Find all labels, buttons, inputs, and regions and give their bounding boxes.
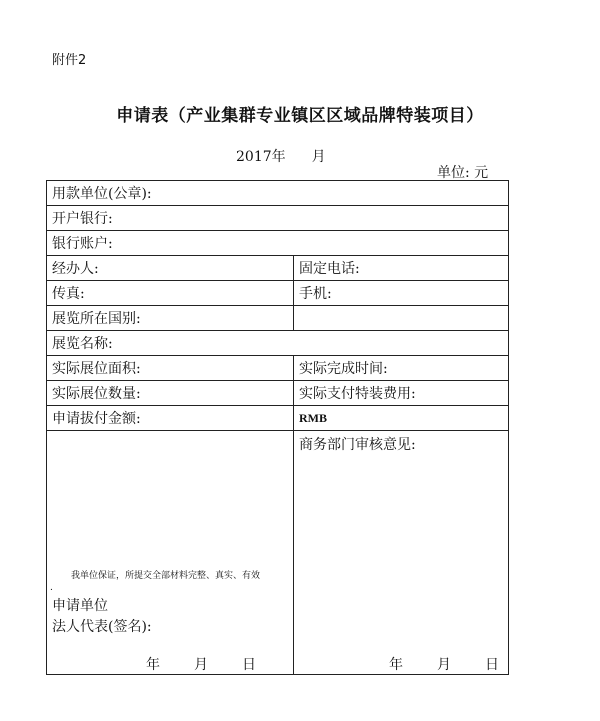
fixed-phone-field[interactable]: 固定电话:: [294, 256, 509, 281]
account-field[interactable]: 银行账户:: [47, 231, 509, 256]
applicant-label: 申请单位: [52, 598, 108, 614]
row-amount: [47, 406, 509, 431]
applicant-box[interactable]: [47, 431, 294, 675]
amount-field[interactable]: 申请拔付金额:: [47, 406, 294, 431]
legal-rep-label: 法人代表(签名):: [52, 619, 152, 635]
row-account: [47, 231, 509, 256]
unit-label: 单位: 元: [437, 165, 489, 181]
pledge-dot: .: [50, 583, 53, 593]
pledge-text: 我单位保证，所提交全部材料完整、真实、有效: [71, 571, 261, 581]
row-count: [47, 381, 509, 406]
commerce-opinion-label: 商务部门审核意见:: [299, 437, 416, 453]
commerce-month: 月: [437, 657, 451, 673]
bank-field[interactable]: 开户银行:: [47, 206, 509, 231]
actual-cost-field[interactable]: 实际支付特装费用:: [294, 381, 509, 406]
date-year: 2017年: [236, 149, 286, 165]
row-bank: [47, 206, 509, 231]
row-handler: [47, 256, 509, 281]
country-field[interactable]: 展览所在国别:: [47, 306, 294, 331]
applicant-year: 年: [146, 657, 160, 673]
applicant-month: 月: [194, 657, 208, 673]
currency-cell[interactable]: [294, 406, 509, 431]
attachment-label: 附件2: [52, 53, 87, 68]
booth-area-field[interactable]: 实际展位面积:: [47, 356, 294, 381]
applicant-date: [146, 654, 290, 674]
application-table: [46, 180, 509, 675]
applicant-day: 日: [242, 657, 256, 673]
row-fax: [47, 281, 509, 306]
date-month: 月: [311, 149, 326, 165]
row-country: [47, 306, 509, 331]
handler-field[interactable]: 经办人:: [47, 256, 294, 281]
fax-field[interactable]: 传真:: [47, 281, 294, 306]
commerce-year: 年: [389, 657, 403, 673]
commerce-day: 日: [485, 657, 499, 673]
row-area: [47, 356, 509, 381]
exhibition-name-field[interactable]: 展览名称:: [47, 331, 509, 356]
form-title: 申请表（产业集群专业镇区区域品牌特装项目）: [116, 106, 484, 126]
commerce-date: [389, 654, 509, 674]
row-signatures: [47, 431, 509, 675]
row-payee: [47, 181, 509, 206]
payee-field[interactable]: 用款单位(公章):: [47, 181, 509, 206]
form-date: [236, 146, 326, 166]
row-exhibition: [47, 331, 509, 356]
completion-time-field[interactable]: 实际完成时间:: [294, 356, 509, 381]
commerce-box[interactable]: [294, 431, 509, 675]
currency-label: RMB: [299, 411, 327, 425]
booth-count-field[interactable]: 实际展位数量:: [47, 381, 294, 406]
mobile-field[interactable]: 手机:: [294, 281, 509, 306]
country-value-cell[interactable]: [294, 306, 509, 331]
